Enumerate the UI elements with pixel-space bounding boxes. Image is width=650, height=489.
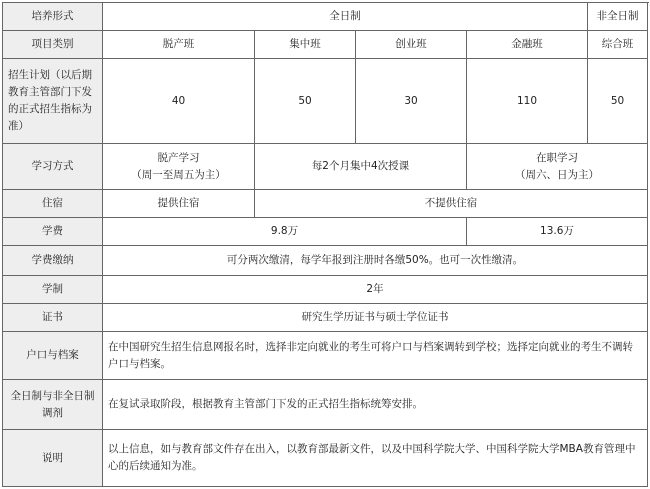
row-payment <box>3 246 648 276</box>
study-offjob-line2: （周一至周五为主） <box>131 168 226 181</box>
study-offjob <box>103 144 255 190</box>
study-onjob-line1: 在职学习 <box>536 151 578 164</box>
tuition-full-time: 9.8万 <box>103 218 467 246</box>
row-hukou <box>3 332 648 380</box>
plan-value: 50 <box>255 59 356 144</box>
row-study-mode <box>3 144 648 190</box>
certificate-text: 研究生学历证书与硕士学位证书 <box>103 304 648 332</box>
row-header-adjust: 全日制与非全日制调剂 <box>3 380 103 430</box>
row-header-hukou: 户口与档案 <box>3 332 103 380</box>
row-header-notes: 说明 <box>3 430 103 487</box>
housing-not-provided: 不提供住宿 <box>255 190 648 218</box>
tuition-part-time: 13.6万 <box>467 218 648 246</box>
plan-value: 50 <box>588 59 648 144</box>
form-full-time: 全日制 <box>103 3 588 31</box>
admissions-table <box>2 2 648 487</box>
row-header-study-mode: 学习方式 <box>3 144 103 190</box>
duration-text: 2年 <box>103 276 648 304</box>
plan-value: 40 <box>103 59 255 144</box>
row-header-duration: 学制 <box>3 276 103 304</box>
row-duration <box>3 276 648 304</box>
category-cell: 脱产班 <box>103 31 255 59</box>
row-plan <box>3 59 648 144</box>
row-header-training-form: 培养形式 <box>3 3 103 31</box>
payment-text: 可分两次缴清，每学年报到注册时各缴50%。也可一次性缴清。 <box>103 246 648 276</box>
row-header-category: 项目类别 <box>3 31 103 59</box>
housing-provided: 提供住宿 <box>103 190 255 218</box>
category-cell: 金融班 <box>467 31 588 59</box>
row-notes <box>3 430 648 487</box>
row-tuition <box>3 218 648 246</box>
row-header-plan: 招生计划（以后期教育主管部门下发的正式招生指标为准） <box>3 59 103 144</box>
plan-value: 30 <box>356 59 467 144</box>
row-header-tuition: 学费 <box>3 218 103 246</box>
study-onjob-line2: （周六、日为主） <box>515 168 599 181</box>
study-offjob-line1: 脱产学习 <box>157 151 200 164</box>
notes-text: 以上信息，如与教育部文件存在出入，以教育部最新文件，以及中国科学院大学、中国科学院大学MBA教育管理中心的后续通知为准。 <box>103 430 648 487</box>
plan-value: 110 <box>467 59 588 144</box>
row-header-certificate: 证书 <box>3 304 103 332</box>
category-cell: 创业班 <box>356 31 467 59</box>
hukou-text: 在中国研究生招生信息网报名时，选择非定向就业的考生可将户口与档案调转到学校；选择定向就业的考生不调转户口与档案。 <box>103 332 648 380</box>
form-part-time: 非全日制 <box>588 3 648 31</box>
category-cell: 集中班 <box>255 31 356 59</box>
row-training-form <box>3 3 648 31</box>
row-header-payment: 学费缴纳 <box>3 246 103 276</box>
row-category <box>3 31 648 59</box>
study-onjob <box>467 144 648 190</box>
study-monthly: 每2个月集中4次授课 <box>255 144 467 190</box>
row-certificate <box>3 304 648 332</box>
category-cell: 综合班 <box>588 31 648 59</box>
row-housing <box>3 190 648 218</box>
row-header-housing: 住宿 <box>3 190 103 218</box>
adjust-text: 在复试录取阶段，根据教育主管部门下发的正式招生指标统筹安排。 <box>103 380 648 430</box>
row-adjust <box>3 380 648 430</box>
